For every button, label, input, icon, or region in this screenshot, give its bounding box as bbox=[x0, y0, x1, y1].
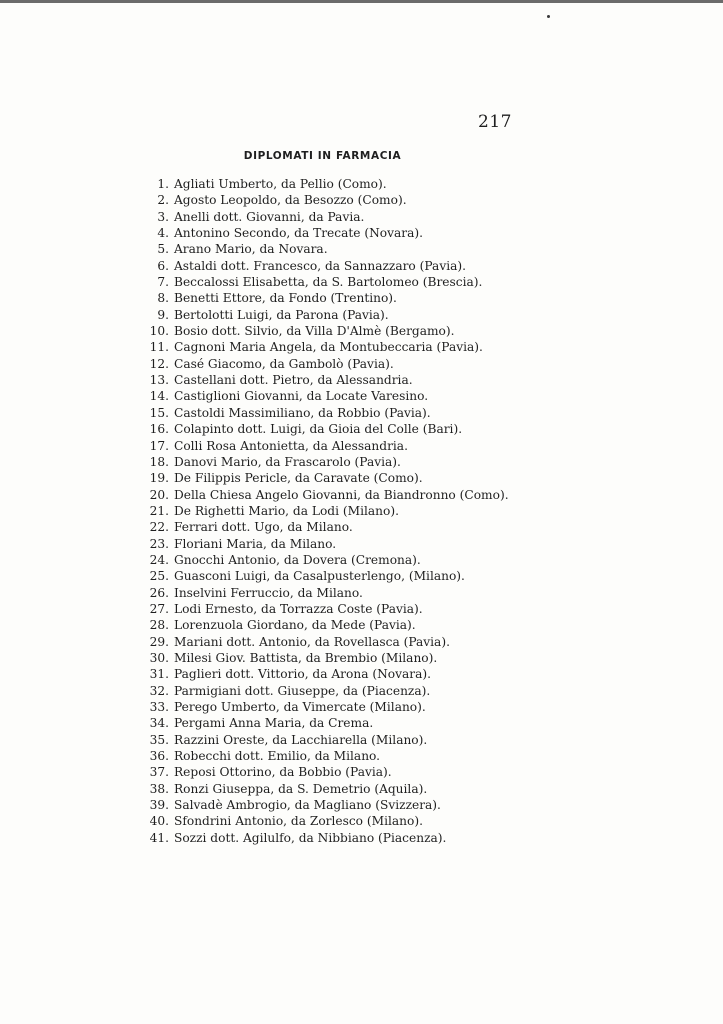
entry-text: Cagnoni Maria Angela, da Montubeccaria (Pavia). bbox=[174, 340, 483, 355]
list-item bbox=[140, 356, 509, 372]
list-item bbox=[140, 666, 509, 682]
entry-text: Pergami Anna Maria, da Crema. bbox=[174, 716, 374, 731]
entry-number: 7. bbox=[157, 275, 169, 290]
entry-number: 28. bbox=[149, 618, 169, 633]
entry-text: Colli Rosa Antonietta, da Alessandria. bbox=[174, 438, 408, 453]
list-item bbox=[140, 715, 509, 731]
entry-number: 38. bbox=[149, 781, 169, 796]
entry-number: 40. bbox=[149, 814, 169, 829]
entry-text: Floriani Maria, da Milano. bbox=[174, 536, 337, 551]
entry-text: Sfondrini Antonio, da Zorlesco (Milano). bbox=[174, 814, 423, 829]
list-item bbox=[140, 388, 509, 404]
entry-text: Paglieri dott. Vittorio, da Arona (Novara). bbox=[174, 667, 431, 682]
entry-text: Casé Giacomo, da Gambolò (Pavia). bbox=[174, 356, 394, 371]
list-item bbox=[140, 519, 509, 535]
list-item bbox=[140, 487, 509, 503]
entry-text: De Filippis Pericle, da Caravate (Como). bbox=[174, 471, 423, 486]
entry-number: 41. bbox=[149, 830, 169, 845]
scan-speck bbox=[547, 15, 550, 18]
list-item bbox=[140, 617, 509, 633]
list-item bbox=[140, 421, 509, 437]
entry-text: Benetti Ettore, da Fondo (Trentino). bbox=[174, 291, 397, 306]
list-item bbox=[140, 209, 509, 225]
entry-number: 13. bbox=[149, 373, 169, 388]
list-item bbox=[140, 225, 509, 241]
entry-number: 11. bbox=[149, 340, 169, 355]
entry-number: 31. bbox=[149, 667, 169, 682]
page-number: 217 bbox=[478, 112, 512, 132]
entry-text: De Righetti Mario, da Lodi (Milano). bbox=[174, 503, 399, 518]
entry-text: Milesi Giov. Battista, da Brembio (Milano). bbox=[174, 650, 438, 665]
entry-number: 3. bbox=[157, 209, 169, 224]
entry-text: Castellani dott. Pietro, da Alessandria. bbox=[174, 373, 413, 388]
entry-number: 21. bbox=[149, 503, 169, 518]
entry-text: Lorenzuola Giordano, da Mede (Pavia). bbox=[174, 618, 416, 633]
entry-text: Razzini Oreste, da Lacchiarella (Milano). bbox=[174, 732, 428, 747]
list-item bbox=[140, 830, 509, 846]
list-item bbox=[140, 503, 509, 519]
list-item bbox=[140, 748, 509, 764]
list-item bbox=[140, 241, 509, 257]
entry-number: 16. bbox=[149, 422, 169, 437]
entry-number: 19. bbox=[149, 471, 169, 486]
list-item bbox=[140, 192, 509, 208]
entry-text: Antonino Secondo, da Trecate (Novara). bbox=[174, 226, 423, 241]
entry-text: Reposi Ottorino, da Bobbio (Pavia). bbox=[174, 765, 392, 780]
list-item bbox=[140, 339, 509, 355]
entry-number: 1. bbox=[157, 177, 169, 191]
entry-number: 37. bbox=[149, 765, 169, 780]
entry-number: 25. bbox=[149, 569, 169, 584]
entry-number: 33. bbox=[149, 700, 169, 714]
list-item bbox=[140, 405, 509, 421]
entry-text: Agliati Umberto, da Pellio (Como). bbox=[174, 177, 387, 191]
list-item bbox=[140, 699, 509, 715]
entry-text: Colapinto dott. Luigi, da Gioia del Colle (Bari). bbox=[174, 422, 463, 437]
list-item bbox=[140, 683, 509, 699]
entry-text: Agosto Leopoldo, da Besozzo (Como). bbox=[174, 193, 407, 208]
entry-text: Bertolotti Luigi, da Parona (Pavia). bbox=[174, 307, 389, 322]
entry-number: 2. bbox=[157, 193, 169, 208]
entry-number: 26. bbox=[149, 585, 169, 600]
entry-number: 6. bbox=[157, 258, 169, 273]
entry-number: 36. bbox=[149, 749, 169, 764]
list-item bbox=[140, 470, 509, 486]
entry-text: Castiglioni Giovanni, da Locate Varesino. bbox=[174, 389, 429, 404]
entry-text: Inselvini Ferruccio, da Milano. bbox=[174, 585, 363, 600]
list-item bbox=[140, 454, 509, 470]
entry-number: 24. bbox=[149, 552, 169, 567]
entry-number: 15. bbox=[149, 405, 169, 420]
list-item bbox=[140, 258, 509, 274]
entry-number: 17. bbox=[149, 438, 169, 453]
entry-text: Lodi Ernesto, da Torrazza Coste (Pavia). bbox=[174, 601, 423, 616]
entry-number: 29. bbox=[149, 634, 169, 649]
entry-number: 12. bbox=[149, 356, 169, 371]
entry-text: Salvadè Ambrogio, da Magliano (Svizzera). bbox=[174, 798, 441, 813]
list-item bbox=[140, 634, 509, 650]
list-item bbox=[140, 781, 509, 797]
entry-number: 23. bbox=[149, 536, 169, 551]
list-item bbox=[140, 732, 509, 748]
entry-number: 39. bbox=[149, 798, 169, 813]
list-item bbox=[140, 813, 509, 829]
entry-text: Anelli dott. Giovanni, da Pavia. bbox=[174, 209, 365, 224]
list-item bbox=[140, 764, 509, 780]
list-item bbox=[140, 372, 509, 388]
list-item bbox=[140, 290, 509, 306]
entry-text: Guasconi Luigi, da Casalpusterlengo, (Milano). bbox=[174, 569, 465, 584]
graduates-list bbox=[140, 176, 509, 846]
entry-text: Mariani dott. Antonio, da Rovellasca (Pavia). bbox=[174, 634, 450, 649]
list-item bbox=[140, 274, 509, 290]
entry-text: Ferrari dott. Ugo, da Milano. bbox=[174, 520, 353, 535]
entry-number: 4. bbox=[157, 226, 169, 241]
list-item bbox=[140, 176, 509, 192]
entry-number: 18. bbox=[149, 454, 169, 469]
list-item bbox=[140, 536, 509, 552]
entry-text: Gnocchi Antonio, da Dovera (Cremona). bbox=[174, 552, 421, 567]
entry-number: 34. bbox=[149, 716, 169, 731]
list-item bbox=[140, 438, 509, 454]
entry-number: 20. bbox=[149, 487, 169, 502]
entry-number: 32. bbox=[149, 683, 169, 698]
scan-top-edge bbox=[0, 0, 723, 3]
entry-number: 30. bbox=[149, 650, 169, 665]
entry-text: Perego Umberto, da Vimercate (Milano). bbox=[174, 700, 426, 714]
entry-number: 8. bbox=[157, 291, 169, 306]
list-item bbox=[140, 552, 509, 568]
entry-text: Danovi Mario, da Frascarolo (Pavia). bbox=[174, 454, 401, 469]
list-item bbox=[140, 650, 509, 666]
entry-text: Sozzi dott. Agilulfo, da Nibbiano (Piacenza). bbox=[174, 830, 447, 845]
entry-text: Della Chiesa Angelo Giovanni, da Biandronno (Como). bbox=[174, 487, 509, 502]
entry-text: Robecchi dott. Emilio, da Milano. bbox=[174, 749, 381, 764]
list-item bbox=[140, 797, 509, 813]
section-heading: DIPLOMATI IN FARMACIA bbox=[243, 150, 402, 162]
list-item bbox=[140, 601, 509, 617]
entry-text: Beccalossi Elisabetta, da S. Bartolomeo (Brescia). bbox=[174, 275, 483, 290]
entry-number: 35. bbox=[149, 732, 169, 747]
entry-number: 5. bbox=[157, 242, 169, 257]
entry-text: Bosio dott. Silvio, da Villa D'Almè (Bergamo). bbox=[174, 324, 455, 339]
list-item bbox=[140, 323, 509, 339]
entry-number: 14. bbox=[149, 389, 169, 404]
entry-number: 9. bbox=[157, 307, 169, 322]
entry-text: Astaldi dott. Francesco, da Sannazzaro (Pavia). bbox=[174, 258, 466, 273]
entry-number: 10. bbox=[149, 324, 169, 339]
entry-text: Ronzi Giuseppa, da S. Demetrio (Aquila). bbox=[174, 781, 428, 796]
entry-number: 27. bbox=[149, 601, 169, 616]
entry-text: Castoldi Massimiliano, da Robbio (Pavia). bbox=[174, 405, 431, 420]
entry-number: 22. bbox=[149, 520, 169, 535]
list-item bbox=[140, 307, 509, 323]
list-item bbox=[140, 568, 509, 584]
entry-text: Arano Mario, da Novara. bbox=[174, 242, 328, 257]
list-item bbox=[140, 585, 509, 601]
entry-text: Parmigiani dott. Giuseppe, da (Piacenza). bbox=[174, 683, 431, 698]
